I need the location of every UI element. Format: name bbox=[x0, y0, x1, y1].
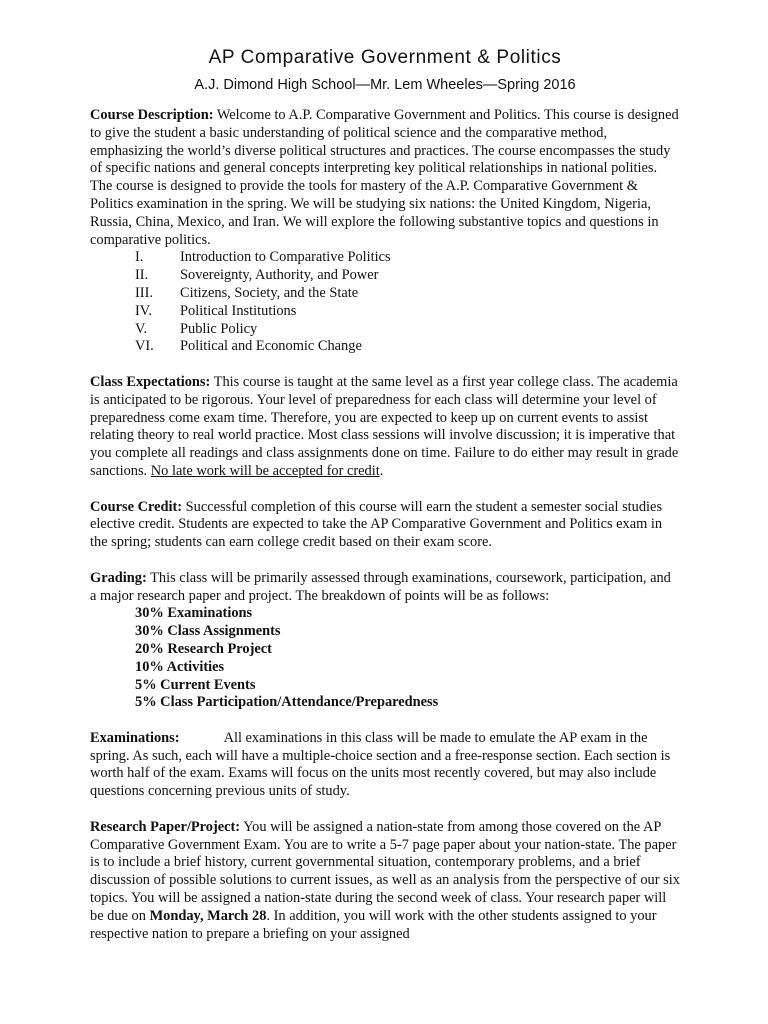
grade-item: 20% Research Project bbox=[135, 640, 272, 657]
topic-item bbox=[90, 267, 680, 285]
examinations-text: All examinations in this class will be made to emulate the AP exam in the spring. As such, each will have a multiple-choice section and a free-response section. Each section is worth half of the exam. Exams will focus on the units most recently covered, but may also include questions concerning previous units of study. bbox=[90, 729, 671, 800]
grade-item: 5% Class Participation/Attendance/Preparedness bbox=[135, 694, 439, 711]
topic-label: Introduction to Comparative Politics bbox=[180, 249, 391, 266]
topic-number: I. bbox=[135, 249, 144, 266]
class-expectations-text: This course is taught at the same level as a first year college class. The academia is anticipated to be rigorous. Your level of preparedness for each class will determine your level of preparedness come exam time. Therefore, you are expected to keep up on current events to assist relating theory to real world practice. Most class sessions will involve discussion; it is imperative that you complete all readings and class assignments done on time. Failure to do either may result in grade sanctions. bbox=[90, 373, 679, 479]
research-text-1: You will be assigned a nation-state from among those covered on the AP Comparative Government Exam. You are to write a 5-7 page paper about your nation-state. The paper is to include a brief history, current governmental situation, contemporary problems, and a brief discussion of possible solutions to current issues, as well as an analysis from the perspective of our six topics. You will be assigned a nation-state during the second week of class. Your research paper will be due on bbox=[90, 818, 680, 924]
class-expectations-heading: Class Expectations: bbox=[90, 373, 211, 390]
topic-label: Public Policy bbox=[180, 320, 258, 337]
topic-label: Citizens, Society, and the State bbox=[180, 284, 359, 301]
grade-item: 30% Class Assignments bbox=[135, 623, 281, 640]
topic-label: Political Institutions bbox=[180, 302, 297, 319]
late-work-notice: No late work will be accepted for credit bbox=[150, 462, 380, 479]
topic-label: Political and Economic Change bbox=[180, 338, 362, 355]
research-paragraph bbox=[90, 819, 680, 944]
grading-heading: Grading: bbox=[90, 569, 147, 586]
grading-section bbox=[90, 570, 680, 712]
topic-item bbox=[90, 249, 680, 267]
course-description-section bbox=[90, 107, 680, 356]
research-text-2: . In addition, you will work with the other students assigned to your respective nation to prepare a briefing on your assigned bbox=[90, 907, 657, 942]
document-title: AP Comparative Government & Politics bbox=[208, 47, 562, 68]
topic-number: V. bbox=[135, 320, 148, 337]
research-section bbox=[90, 819, 680, 944]
grade-breakdown-list bbox=[90, 605, 680, 712]
grading-paragraph bbox=[90, 570, 680, 606]
grading-text: This class will be primarily assessed through examinations, coursework, participation, and a major research paper and project. The breakdown of points will be as follows: bbox=[90, 569, 671, 604]
grade-item: 5% Current Events bbox=[135, 676, 256, 693]
course-credit-section bbox=[90, 499, 680, 552]
course-description-paragraph bbox=[90, 107, 680, 249]
document-subtitle: A.J. Dimond High School—Mr. Lem Wheeles—Spring 2016 bbox=[194, 77, 576, 93]
examinations-section bbox=[90, 730, 680, 801]
topic-item bbox=[90, 303, 680, 321]
course-credit-paragraph bbox=[90, 499, 680, 552]
research-due-date: Monday, March 28 bbox=[149, 907, 267, 924]
topic-item bbox=[90, 285, 680, 303]
topic-number: VI. bbox=[135, 338, 154, 355]
class-expectations-end: . bbox=[379, 462, 384, 479]
course-credit-text: Successful completion of this course will earn the student a semester social studies elective credit. Students are expected to take the AP Comparative Government and Politics exam in the spring; students can earn college credit based on their exam score. bbox=[90, 498, 663, 551]
examinations-paragraph bbox=[90, 730, 680, 801]
course-credit-heading: Course Credit: bbox=[90, 498, 183, 515]
topic-number: II. bbox=[135, 267, 149, 284]
topics-list bbox=[90, 249, 680, 356]
topic-item bbox=[90, 321, 680, 339]
course-description-text: Welcome to A.P. Comparative Government and Politics. This course is designed to give the student a basic understanding of political science and the comparative method, emphasizing the world’s diverse political structures and practices. The course encompasses the study of specific nations and general concepts interpreting key political relationships in national polities. The course is designed to provide the tools for mastery of the A.P. Comparative Government & Politics examination in the spring. We will be studying six nations: the United Kingdom, Nigeria, Russia, China, Mexico, and Iran. We will explore the following substantive topics and questions in comparative politics. bbox=[90, 107, 679, 248]
grade-item: 10% Activities bbox=[135, 658, 225, 675]
class-expectations-paragraph bbox=[90, 374, 680, 481]
topic-label: Sovereignty, Authority, and Power bbox=[180, 267, 379, 284]
topic-item bbox=[90, 338, 680, 356]
examinations-heading: Examinations: bbox=[90, 729, 180, 746]
topic-number: IV. bbox=[135, 302, 152, 319]
syllabus-page bbox=[90, 46, 680, 961]
research-heading: Research Paper/Project: bbox=[90, 818, 241, 835]
grade-item: 30% Examinations bbox=[135, 605, 253, 622]
class-expectations-section bbox=[90, 374, 680, 481]
course-description-heading: Course Description: bbox=[90, 107, 214, 123]
topic-number: III. bbox=[135, 284, 153, 301]
